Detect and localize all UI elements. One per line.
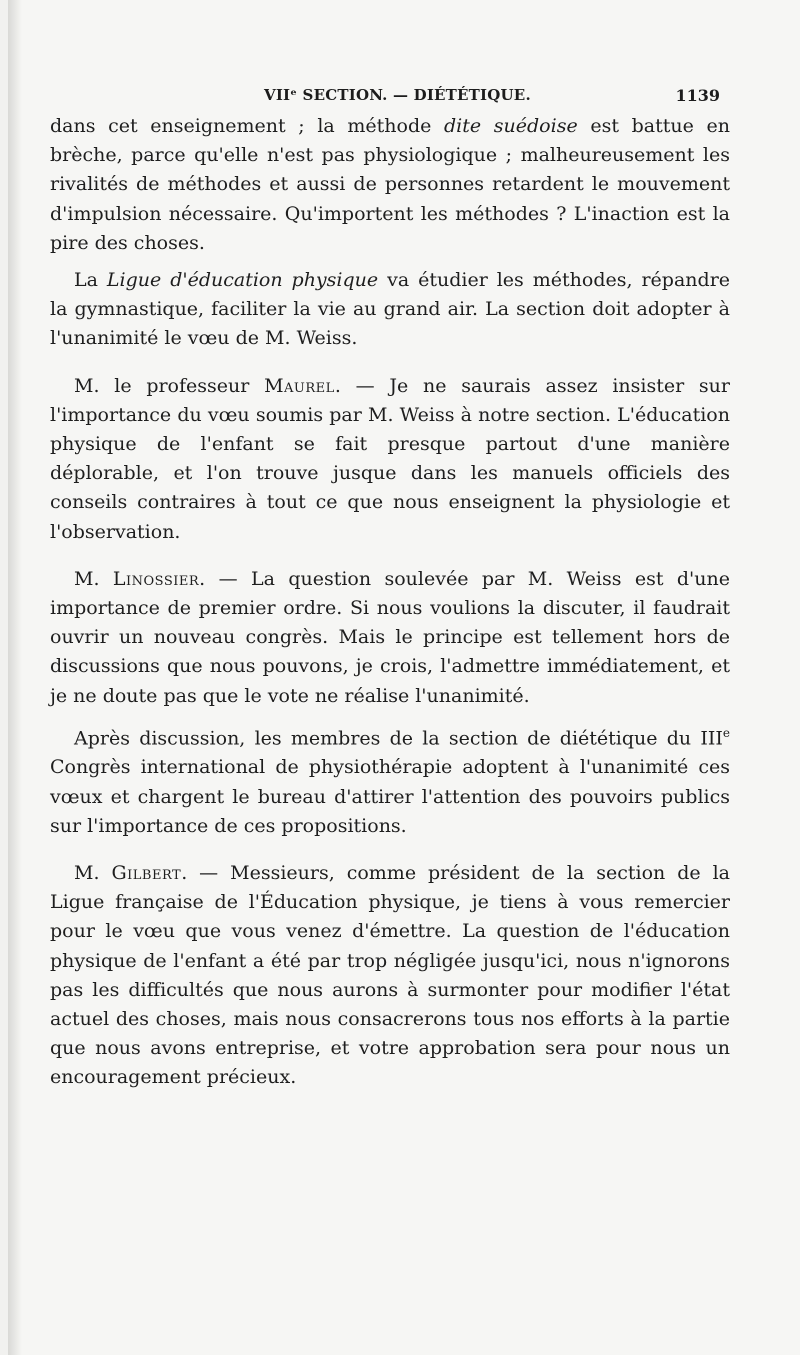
paragraph-5-text-a: Après discussion, les membres de la section de diététique du III bbox=[74, 727, 723, 750]
paragraph-1 bbox=[50, 112, 730, 258]
paragraph-2 bbox=[50, 266, 730, 354]
page-gutter-shadow bbox=[8, 0, 22, 1355]
paragraph-2-text-b: va étudier les méthodes, répandre la gymnastique, faciliter la vie au grand air. La section doit adopter à l'unanimité le vœu de M. Weiss. bbox=[50, 269, 731, 350]
paragraph-3-text: . — Je ne saurais assez insister sur l'importance du vœu soumis par M. Weiss à notre section. L'éducation physique de l'enfant se fait presque partout d'une manière déplorable, et l'on trouve jusque dans les manuels officiels des conseils contraires à tout ce que nous enseignent la physiologie et l'observation. bbox=[50, 374, 730, 543]
paragraph-3-prefix: M. le professeur bbox=[74, 374, 265, 397]
book-page bbox=[8, 0, 800, 1355]
paragraph-5 bbox=[50, 719, 730, 841]
paragraph-5-text-b: Congrès international de physiothérapie adoptent à l'unanimité ces vœux et chargent le bureau d'attirer l'attention des pouvoirs publics sur l'importance de ces propositions. bbox=[50, 756, 730, 837]
superscript: e bbox=[722, 725, 730, 740]
paragraph-4 bbox=[50, 565, 730, 711]
paragraph-1-text-b: est battue en brèche, parce qu'elle n'est pas physiologique ; malheureusement les rivalités de méthodes et aussi de personnes retardent le mouvement d'impulsion nécessaire. Qu'importent les méthodes ? L'inaction est la pire des choses. bbox=[50, 115, 730, 254]
paragraph-1-text-a: dans cet enseignement ; la méthode bbox=[50, 115, 445, 137]
paragraph-2-italic: Ligue d'éducation physique bbox=[106, 269, 379, 292]
paragraph-6-prefix: M. bbox=[74, 862, 112, 884]
speaker-name: Maurel bbox=[264, 374, 335, 397]
paragraph-6 bbox=[50, 859, 730, 1093]
paragraph-4-text: . — La question soulevée par M. Weiss est d'une importance de premier ordre. Si nous voulions la discuter, il faudrait ouvrir un nouveau congrès. Mais le principe est tellement hors de discussions que nous pouvons, je crois, l'admettre immédiatement, et je ne doute pas que le vote ne réalise l'unanimité. bbox=[50, 567, 730, 707]
paragraph-3 bbox=[50, 372, 730, 547]
page-body bbox=[50, 112, 730, 1093]
paragraph-1-italic: dite suédoise bbox=[444, 115, 578, 137]
page-number: 1139 bbox=[675, 86, 720, 105]
running-header bbox=[50, 86, 720, 112]
speaker-name: Gilbert bbox=[111, 862, 182, 884]
paragraph-6-text: . — Messieurs, comme président de la section de la Ligue française de l'Éducation physique, je tiens à vous remercier pour le vœu que vous venez d'émettre. La question de l'éducation physique de l'enfant a été par trop négligée jusqu'ici, nous n'ignorons pas les difficultés que nous aurons à surmonter pour modifier l'état actuel des choses, mais nous consacrerons tous nos efforts à la partie que nous avons entreprise, et votre approbation sera pour nous un encouragement précieux. bbox=[50, 862, 730, 1089]
paragraph-4-prefix: M. bbox=[74, 567, 113, 590]
header-title: VIIᵉ SECTION. — DIÉTÉTIQUE. bbox=[264, 86, 531, 104]
speaker-name: Linossier bbox=[112, 567, 200, 590]
paragraph-2-text-a: La bbox=[74, 269, 107, 292]
